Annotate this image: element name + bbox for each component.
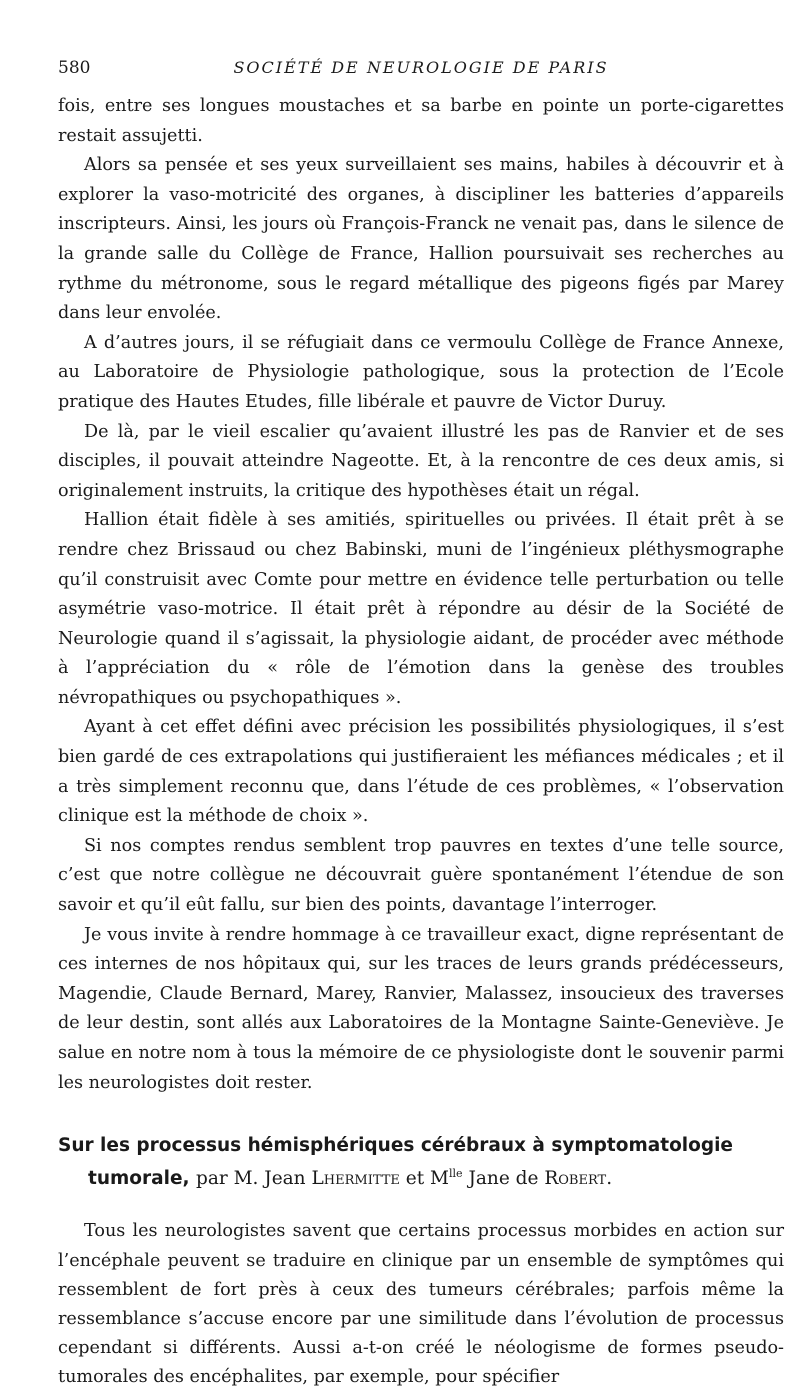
- paragraph: Hallion était fidèle à ses amitiés, spirituelles ou privées. Il était prêt à se rendre chez Brissaud ou chez Babinski, muni de l’ingénieux pléthysmographe qu’il construisit avec Comte pour mettre en évidence telle perturbation ou telle asymétrie vaso-motrice. Il était prêt à répondre au désir de la Société de Neurologie quand il s’agissait, la physiologie aidant, de procéder avec méthode à l’appréciation du « rôle de l’émotion dans la genèse des troubles névropathiques ou psychopathiques ».: [58, 510, 784, 708]
- author-first-name: Jane de: [468, 1168, 539, 1190]
- paragraph: Ayant à cet effet défini avec précision les possibilités physiologiques, il s’est bien gardé de ces extrapolations qui justifieraient les méfiances médicales ; et il a très simplement reconnu que, dans l’étude de ces problèmes, « l’observation clinique est la méthode de choix ».: [58, 717, 784, 827]
- article-title: [58, 1132, 784, 1193]
- running-head: [58, 58, 784, 78]
- paragraph: De là, par le vieil escalier qu’avaient illustré les pas de Ranvier et de ses disciples, il pouvait atteindre Nageotte. Et, à la rencontre de ces deux amis, si originalement instruits, la critique des hypothèses était un régal.: [58, 421, 784, 501]
- obituary-text: [58, 92, 784, 1098]
- byline-et: et M: [405, 1168, 450, 1190]
- page-number: 580: [58, 58, 91, 78]
- article-byline: [196, 1168, 612, 1189]
- article-title-text: Sur les processus hémisphériques cérébraux à symptomatologie tumorale,: [58, 1135, 733, 1190]
- page: [58, 58, 784, 1393]
- running-title: SOCIÉTÉ DE NEUROLOGIE DE PARIS: [233, 58, 609, 77]
- paragraph: Si nos comptes rendus semblent trop pauvres en textes d’une telle source, c’est que notre collègue ne découvrait guère spontanément l’étendue de son savoir et qu’il eût fallu, sur bien des points, davantage l’interroger.: [58, 835, 784, 916]
- article-body: [58, 1217, 784, 1392]
- paragraph: Alors sa pensée et ses yeux surveillaient ses mains, habiles à découvrir et à explorer la vaso-motricité des organes, à discipliner les batteries d’appareils inscripteurs. Ainsi, les jours où François-Franck ne venait pas, dans le silence de la grande salle du Collège de France, Hallion poursuivait ses recherches au rythme du métronome, sous le regard métallique des pigeons figés par Marey dans leur envolée.: [58, 155, 784, 324]
- byline-par: par M. Jean: [195, 1168, 306, 1190]
- paragraph: Tous les neurologistes savent que certains processus morbides en action sur l’encéphale peuvent se traduire en clinique par un ensemble de symptômes qui ressemblent de fort près à ceux des tumeurs cérébrales; parfois même la ressemblance s’accuse encore par une similitude dans l’évolution de processus cependant si différents. Aussi a-t-on créé le néologisme de formes pseudo-tumorales des encéphalites, par exemple, pour spécifier: [58, 1221, 784, 1388]
- paragraph: fois, entre ses longues moustaches et sa barbe en pointe un porte-cigarettes restait assujetti.: [58, 96, 784, 146]
- author-robert: Robert.: [544, 1168, 613, 1190]
- author-lhermitte: Lhermitte: [311, 1168, 400, 1190]
- paragraph: A d’autres jours, il se réfugiait dans ce vermoulu Collège de France Annexe, au Laboratoire de Physiologie pathologique, sous la protection de l’Ecole pratique des Hautes Etudes, fille libérale et pauvre de Victor Duruy.: [58, 332, 784, 412]
- mlle-superscript: lle: [449, 1167, 463, 1181]
- paragraph: Je vous invite à rendre hommage à ce travailleur exact, digne représentant de ces internes de nos hôpitaux qui, sur les traces de leurs grands prédécesseurs, Magendie, Claude Bernard, Marey, Ranvier, Malassez, insoucieux des traverses de leur destin, sont allés aux Laboratoires de la Montagne Sainte-Geneviève. Je salue en notre nom à tous la mémoire de ce physiologiste dont le souvenir parmi les neurologistes doit rester.: [58, 924, 784, 1093]
